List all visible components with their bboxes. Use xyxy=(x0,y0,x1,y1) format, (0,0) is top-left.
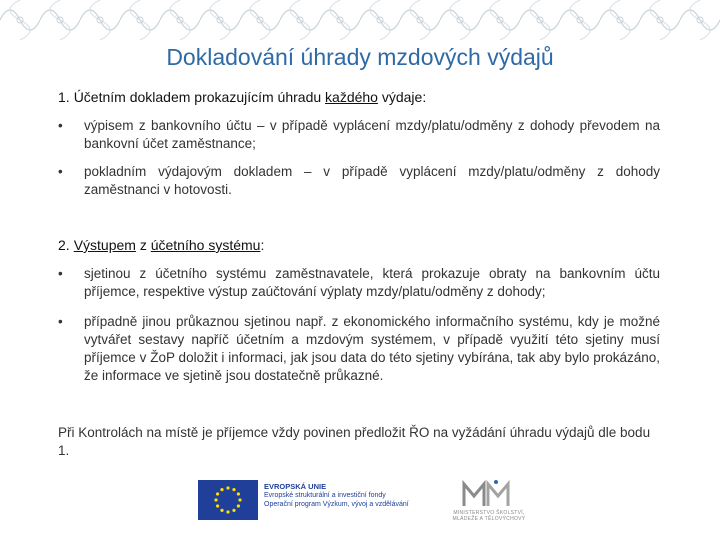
bullet-icon: • xyxy=(58,164,63,179)
eu-line1: Evropské strukturální a investiční fondy xyxy=(264,492,386,499)
msmt-logo-text: MINISTERSTVO ŠKOLSTVÍ, MLÁDEŽE A TĚLOVÝCHOVY xyxy=(452,510,526,522)
section2-bullet xyxy=(58,313,660,385)
eu-flag-icon xyxy=(198,480,258,520)
section1-bullet-text: výpisem z bankovního účtu – v případě vyplácení mzdy/platu/odměny z dohody převodem na bankovní účet zaměstnance; xyxy=(84,118,660,151)
section2-heading-mid: z xyxy=(135,237,151,253)
section2-heading-underlined2: účetního systému xyxy=(150,237,261,253)
section1-number: 1. xyxy=(58,89,70,105)
section1-heading-underlined: každého xyxy=(325,89,378,105)
eu-logo-text xyxy=(264,482,434,509)
section1-heading-post: výdaje: xyxy=(377,89,427,105)
section2-heading xyxy=(58,237,264,253)
footer-logos xyxy=(198,476,538,524)
section1-bullet-text: pokladním výdajovým dokladem – v případě vyplácení mzdy/platu/odměny z dohody zaměstnanci v hotovosti. xyxy=(84,164,660,197)
section2-bullet-text: sjetinou z účetního systému zaměstnavatele, která prokazuje obraty na bankovním účtu příjemce, respektive výstup zaúčtování výplaty mzdy/platu/odměny z dohody; xyxy=(84,266,660,299)
section2-heading-post: : xyxy=(260,237,265,253)
section2-heading-underlined1: Výstupem xyxy=(73,237,136,253)
bullet-icon: • xyxy=(58,118,63,133)
bullet-icon: • xyxy=(58,314,63,329)
section2-bullet-text: případně jinou průkaznou sjetinou např. z ekonomického informačního systému, kdy je možné vytvářet sestavy napříč účetním a mzdovým systémem, v případě využití této sjetiny musí příjemce v ŽoP doložit i informaci, jak jsou data do této sjetiny vybírána, tak aby bylo prokázáno, že informace ve sjetině jsou dostatečně průkazné. xyxy=(84,314,660,383)
section1-heading xyxy=(58,89,426,105)
eu-line2: Operační program Výzkum, vývoj a vzdělávání xyxy=(264,501,409,508)
section1-heading-pre: Účetním dokladem prokazujícím úhradu xyxy=(73,89,326,105)
eu-title: EVROPSKÁ UNIE xyxy=(264,482,327,491)
section1-bullet xyxy=(58,163,660,199)
page-title: Dokladování úhrady mzdových výdajů xyxy=(166,44,554,70)
section1-bullet xyxy=(58,117,660,153)
decorative-header-pattern xyxy=(0,0,720,40)
section2-bullet xyxy=(58,265,660,301)
note-text: Při Kontrolách na místě je příjemce vždy povinen předložit ŘO na vyžádání úhradu výdajů dle bodu 1. xyxy=(58,425,651,458)
bullet-icon: • xyxy=(58,266,63,281)
section2-number: 2. xyxy=(58,237,70,253)
